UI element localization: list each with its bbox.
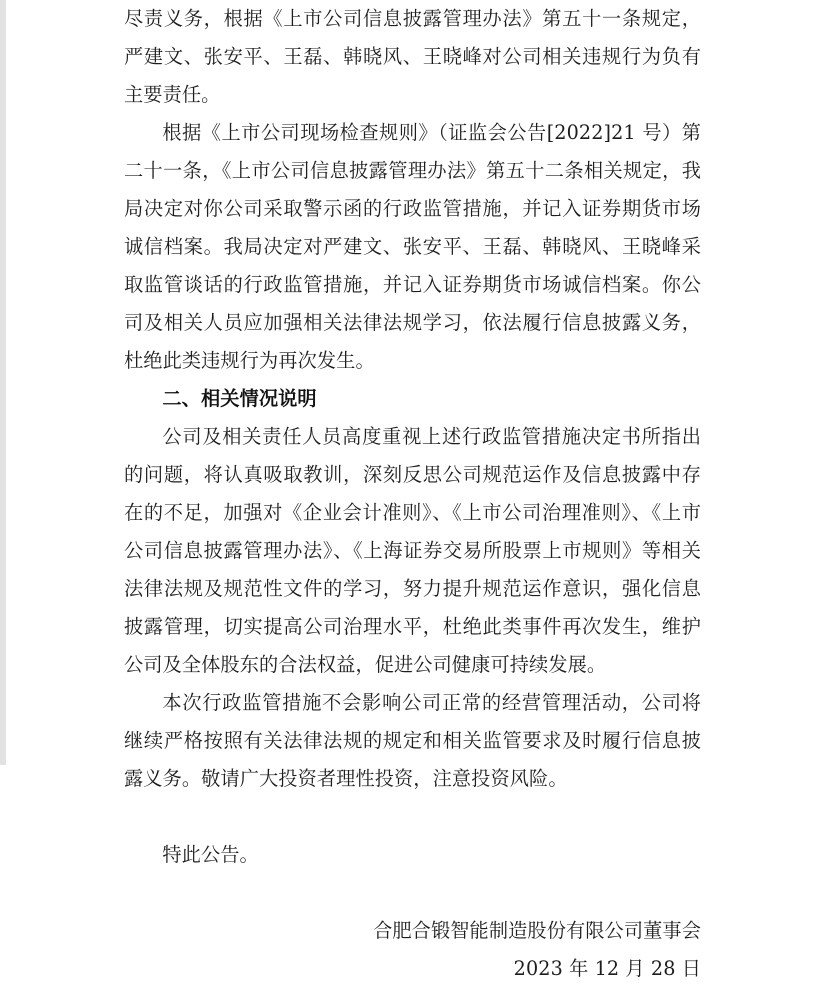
signature-gap-spacer	[124, 874, 701, 912]
document-body	[124, 0, 701, 988]
signature-date: 2023 年 12 月 28 日	[513, 957, 701, 980]
section-heading-related-situation: 二、相关情况说明	[162, 387, 317, 410]
paragraph-company-response: 公司及相关责任人员高度重视上述行政监管措施决定书所指出的问题，将认真吸取教训，深刻反思公司规范运作及信息披露中存在的不足，加强对《企业会计准则》、《上市公司治理准则》、《上市公司信息披露管理办法》、《上海证券交易所股票上市规则》等相关法律法规及规范性文件的学习，努力提升规范运作意识，强化信息披露管理，切实提高公司治理水平，杜绝此类事件再次发生，维护公司及全体股东的合法权益，促进公司健康可持续发展。	[124, 425, 701, 676]
blank-line-spacer	[124, 798, 701, 836]
signature-issuer: 合肥合锻智能制造股份有限公司董事会	[373, 919, 701, 942]
paragraph-responsibility: 尽责义务，根据《上市公司信息披露管理办法》第五十一条规定，严建文、张安平、王磊、韩晓风、王晓峰对公司相关违规行为负有主要责任。	[124, 7, 701, 106]
paragraph-hereby-announced: 特此公告。	[162, 843, 259, 866]
paragraph-no-operational-impact: 本次行政监管措施不会影响公司正常的经营管理活动，公司将继续严格按照有关法律法规的规定和相关监管要求及时履行信息披露义务。敬请广大投资者理性投资，注意投资风险。	[124, 691, 701, 790]
paragraph-regulatory-measures: 根据《上市公司现场检查规则》（证监会公告[2022]21 号）第二十一条，《上市公司信息披露管理办法》第五十二条相关规定，我局决定对你公司采取警示函的行政监管措施，并记入证券期货市场诚信档案。我局决定对严建文、张安平、王磊、韩晓风、王晓峰采取监管谈话的行政监管措施，并记入证券期货市场诚信档案。你公司及相关人员应加强相关法律法规学习，依法履行信息披露义务，杜绝此类违规行为再次发生。	[124, 121, 701, 372]
page-left-gutter	[0, 0, 6, 765]
